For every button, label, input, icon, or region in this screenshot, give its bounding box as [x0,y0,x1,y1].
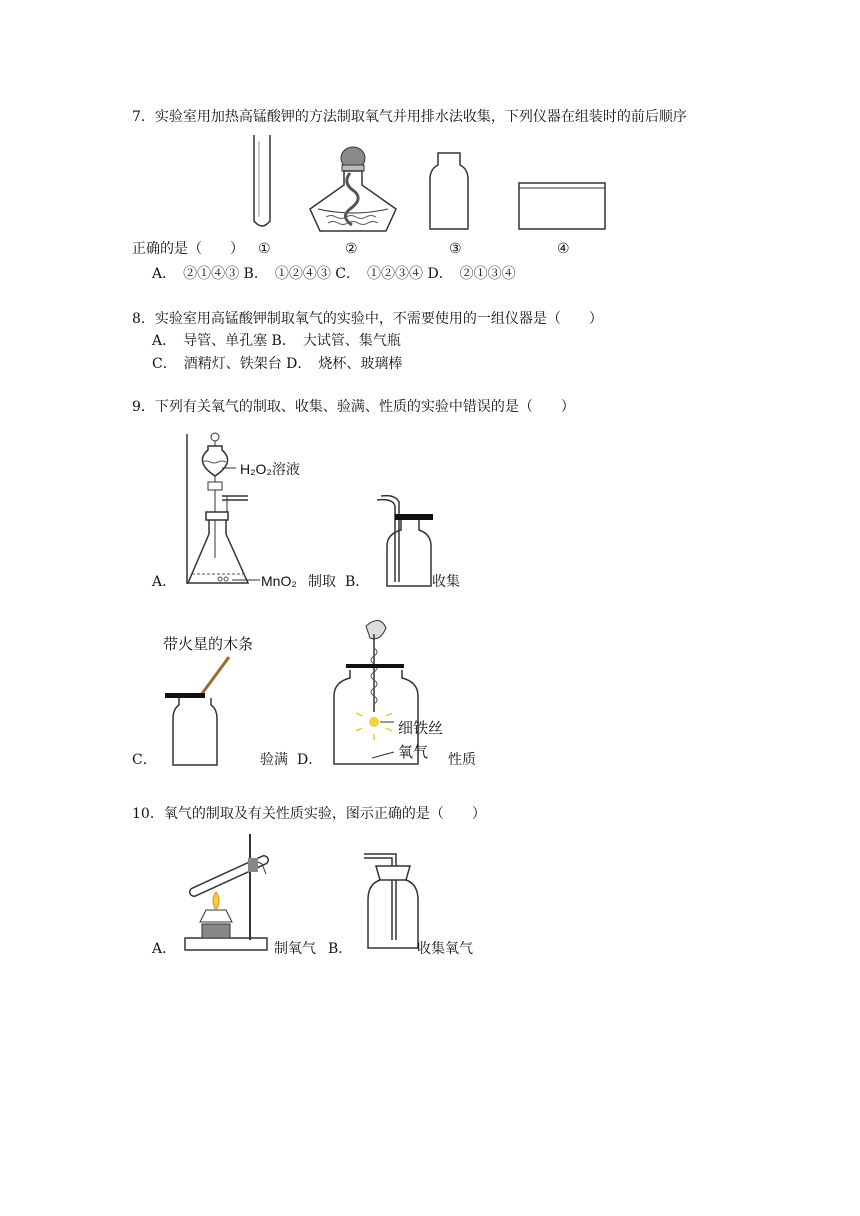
q9-option-d: D． [297,752,323,768]
q9-caption-d: 性质 [448,752,476,768]
q8-options-line2: C． 酒精灯、铁架台 D． 烧杯、玻璃棒 [152,356,403,372]
q10-option-b: B． [328,941,353,957]
oxygen-collection-bottle-icon [362,848,422,952]
label-3: ③ [449,241,462,257]
q8-options-line1: A． 导管、单孔塞 B． 大试管、集气瓶 [152,333,401,349]
label-4: ④ [557,241,570,257]
water-trough-icon [516,180,608,232]
label-1: ① [258,241,271,257]
q10-caption-a: 制氧气 [274,941,316,957]
label-fine-iron-wire: 细铁丝 [398,720,444,737]
q9-stem: 9．下列有关氧气的制取、收集、验满、性质的实验中错误的是（ ） [132,399,575,415]
gas-collection-bottle-icon [428,151,470,231]
q9-option-b: B． [345,574,370,590]
label-oxygen: 氧气 [398,744,429,761]
q10-caption-b: 收集氧气 [417,941,473,957]
label-2: ② [345,241,358,257]
test-tube-icon [250,133,274,233]
q10-stem: 10．氧气的制取及有关性质实验，图示正确的是（ ） [132,806,486,822]
q9-caption-a: 制取 [308,574,336,590]
gas-bottle-collection-icon [375,490,437,590]
q9-option-a: A． [152,574,177,590]
q9-option-c: C． [132,752,157,768]
q7-stem: 7．实验室用加热高锰酸钾的方法制取氧气并用排水法收集，下列仪器在组装时的前后顺序 [132,109,687,125]
oxygen-generator-apparatus-icon [180,428,260,588]
label-glowing-splint: 带火星的木条 [163,636,254,653]
q10-option-a: A． [152,941,177,957]
heating-apparatus-icon [182,830,274,954]
q8-stem: 8．实验室用高锰酸钾制取氧气的实验中，不需要使用的一组仪器是（ ） [132,311,603,327]
q9-caption-b: 收集 [432,574,460,590]
label-mno2: MnO₂ [261,573,297,589]
q7-options: A． ②①④③ B． ①②④③ C． ①②③④ D． ②①③④ [152,266,516,282]
alcohol-lamp-icon [306,147,400,233]
bottle-with-splint-icon [163,655,231,769]
label-h2o2-solution: H₂O₂溶液 [240,461,300,477]
q7-stem-continued: 正确的是（ ） [132,241,244,257]
q9-caption-c: 验满 [260,752,288,768]
